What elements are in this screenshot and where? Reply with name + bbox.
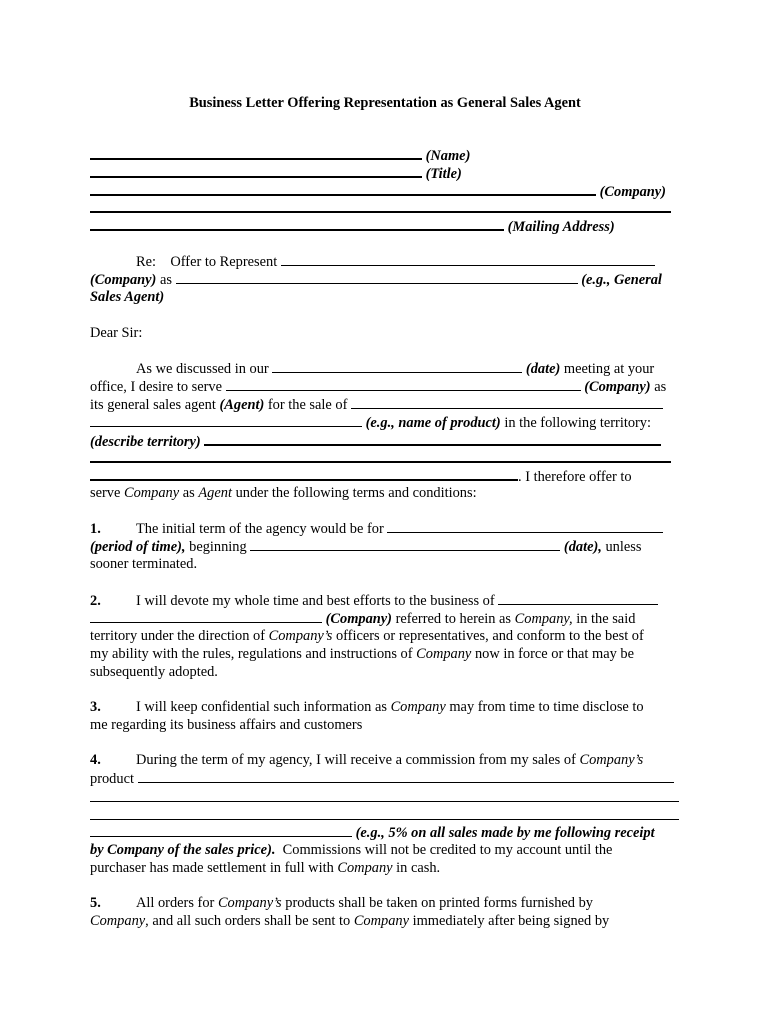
intro-text: serve bbox=[90, 485, 121, 501]
company-blank[interactable] bbox=[90, 181, 596, 196]
intro-line-3 bbox=[90, 395, 663, 414]
begin-date-blank[interactable] bbox=[250, 537, 560, 551]
clause-text: referred to herein as bbox=[395, 611, 512, 627]
intro-line-2 bbox=[90, 377, 666, 396]
clause-4-line-4 bbox=[90, 841, 612, 859]
clause-text: now in force or that may be bbox=[474, 646, 634, 662]
address-rule[interactable] bbox=[90, 211, 671, 213]
clause-company: Company’s bbox=[579, 752, 644, 768]
clause-1-line-2 bbox=[90, 537, 641, 556]
clause-2-number: 2. bbox=[90, 593, 101, 609]
name-label: (Name) bbox=[425, 148, 471, 164]
intro-text: its general sales agent bbox=[90, 397, 216, 413]
clause-company: Company’s bbox=[217, 895, 282, 911]
clause-1-line-3: sooner terminated. bbox=[90, 556, 198, 572]
intro-text: . I therefore offer to bbox=[518, 469, 632, 485]
re-line-3 bbox=[90, 288, 164, 306]
clause-company: Company bbox=[90, 913, 146, 929]
intro-text: in the following territory: bbox=[504, 415, 652, 431]
intro-line-6 bbox=[90, 466, 632, 486]
mailing-line bbox=[90, 216, 615, 236]
territory-rule[interactable] bbox=[90, 461, 671, 463]
intro-text: under the following terms and conditions: bbox=[235, 485, 477, 501]
clause-4-line-2 bbox=[90, 769, 674, 788]
clause-company: Company bbox=[416, 646, 472, 662]
date-label: (date) bbox=[525, 361, 561, 377]
commission-eg: (e.g., 5% on all sales made by me following receipt bbox=[355, 825, 655, 841]
territory-blank-2[interactable] bbox=[90, 466, 518, 481]
clause-3-line-1 bbox=[90, 698, 644, 716]
intro-text: as bbox=[182, 485, 195, 501]
clause-text: The initial term of the agency would be for bbox=[136, 521, 384, 537]
title-label: (Title) bbox=[425, 166, 462, 182]
clause-4-line-5 bbox=[90, 859, 440, 877]
clause-2-line-4 bbox=[90, 645, 634, 663]
agent-label: (Agent) bbox=[219, 397, 265, 413]
serve-company-blank[interactable] bbox=[226, 377, 581, 391]
product-label: (e.g., name of product) bbox=[365, 415, 501, 431]
commission-rule-2[interactable] bbox=[90, 819, 679, 820]
product-blank-2[interactable] bbox=[90, 413, 362, 427]
clause-5-line-2 bbox=[90, 912, 609, 930]
re-line-2 bbox=[90, 270, 662, 289]
commission-rule-1[interactable] bbox=[90, 801, 679, 802]
clause-company: Company bbox=[337, 860, 393, 876]
company-label: (Company) bbox=[599, 184, 666, 200]
clause-5-line-1 bbox=[90, 894, 593, 912]
re-role-blank[interactable] bbox=[176, 270, 578, 284]
intro-text: As we discussed in our bbox=[136, 361, 269, 377]
clause-2-line-2 bbox=[90, 609, 635, 628]
clause-text: I will keep confidential such information as bbox=[136, 699, 387, 715]
clause-text: During the term of my agency, I will receive a commission from my sales of bbox=[136, 752, 576, 768]
title-blank[interactable] bbox=[90, 163, 422, 178]
company-line bbox=[90, 181, 666, 201]
clause-4-line-3 bbox=[90, 823, 655, 842]
clause-text: unless bbox=[605, 539, 642, 555]
name-line bbox=[90, 145, 470, 165]
intro-text: as bbox=[654, 379, 667, 395]
name-blank[interactable] bbox=[90, 145, 422, 160]
re-company-label: (Company) bbox=[90, 272, 157, 288]
re-eg: (e.g., General bbox=[581, 272, 662, 288]
clause-text: All orders for bbox=[136, 895, 215, 911]
salutation: Dear Sir: bbox=[90, 325, 143, 341]
mailing-blank[interactable] bbox=[90, 216, 504, 231]
clause-text: in the said bbox=[576, 611, 636, 627]
commission-eg: by Company of the sales price). bbox=[90, 842, 276, 858]
date-label: (date), bbox=[563, 539, 602, 555]
commission-product-blank[interactable] bbox=[138, 769, 674, 783]
intro-line-1 bbox=[90, 359, 654, 378]
clause-text: Commissions will not be credited to my account until the bbox=[282, 842, 613, 858]
clause-text: officers or representatives, and conform to the best of bbox=[335, 628, 644, 644]
clause-2-line-3 bbox=[90, 627, 644, 645]
re-label: Re: bbox=[136, 254, 156, 270]
intro-agent: Agent bbox=[198, 485, 232, 501]
meeting-date-blank[interactable] bbox=[272, 359, 522, 373]
clause-4-line-1 bbox=[90, 751, 643, 769]
period-label: (period of time), bbox=[90, 539, 186, 555]
re-text: Offer to Represent bbox=[170, 254, 278, 270]
territory-label: (describe territory) bbox=[90, 434, 201, 450]
clause-company: Company, bbox=[514, 611, 573, 627]
intro-company: Company bbox=[123, 485, 180, 501]
business-company-blank-2[interactable] bbox=[90, 609, 322, 623]
clause-company: Company bbox=[390, 699, 446, 715]
business-company-blank-1[interactable] bbox=[498, 591, 658, 605]
clause-3-number: 3. bbox=[90, 699, 101, 715]
clause-1-line-1 bbox=[90, 519, 663, 538]
document-title: Business Letter Offering Representation as General Sales Agent bbox=[189, 95, 581, 111]
intro-text: meeting at your bbox=[563, 361, 655, 377]
company-label: (Company) bbox=[325, 611, 392, 627]
clause-3-line-2: me regarding its business affairs and customers bbox=[90, 717, 363, 733]
re-as: as bbox=[159, 272, 172, 288]
clause-2-line-5: subsequently adopted. bbox=[90, 664, 218, 680]
clause-text: territory under the direction of bbox=[90, 628, 266, 644]
clause-text: , and all such orders shall be sent to bbox=[145, 913, 351, 929]
clause-1-number: 1. bbox=[90, 521, 101, 537]
company-label: (Company) bbox=[584, 379, 651, 395]
clause-text: purchaser has made settlement in full with bbox=[90, 860, 334, 876]
intro-line-5 bbox=[90, 431, 661, 451]
clause-4-number: 4. bbox=[90, 752, 101, 768]
clause-text: I will devote my whole time and best efforts to the business of bbox=[136, 593, 495, 609]
intro-text: for the sale of bbox=[267, 397, 348, 413]
commission-rate-blank[interactable] bbox=[90, 823, 352, 837]
product-blank-1[interactable] bbox=[351, 395, 663, 409]
clause-company: Company bbox=[353, 913, 409, 929]
territory-blank-1[interactable] bbox=[204, 431, 661, 446]
term-blank[interactable] bbox=[387, 519, 663, 533]
title-line bbox=[90, 163, 462, 183]
clause-text: immediately after being signed by bbox=[412, 913, 610, 929]
clause-text: in cash. bbox=[396, 860, 441, 876]
clause-text: product bbox=[90, 771, 134, 787]
re-eg2: Sales Agent) bbox=[90, 289, 165, 305]
intro-line-4 bbox=[90, 413, 651, 432]
intro-line-7 bbox=[90, 484, 477, 502]
re-company-blank[interactable] bbox=[281, 252, 655, 266]
clause-text: products shall be taken on printed forms furnished by bbox=[285, 895, 593, 911]
clause-text: beginning bbox=[189, 539, 247, 555]
intro-text: office, I desire to serve bbox=[90, 379, 222, 395]
mailing-label: (Mailing Address) bbox=[507, 219, 615, 235]
clause-company: Company’s bbox=[268, 628, 333, 644]
clause-text: may from time to time disclose to bbox=[449, 699, 644, 715]
clause-5-number: 5. bbox=[90, 895, 101, 911]
clause-2-line-1 bbox=[90, 591, 658, 610]
clause-text: my ability with the rules, regulations and instructions of bbox=[90, 646, 413, 662]
re-line bbox=[90, 252, 655, 271]
